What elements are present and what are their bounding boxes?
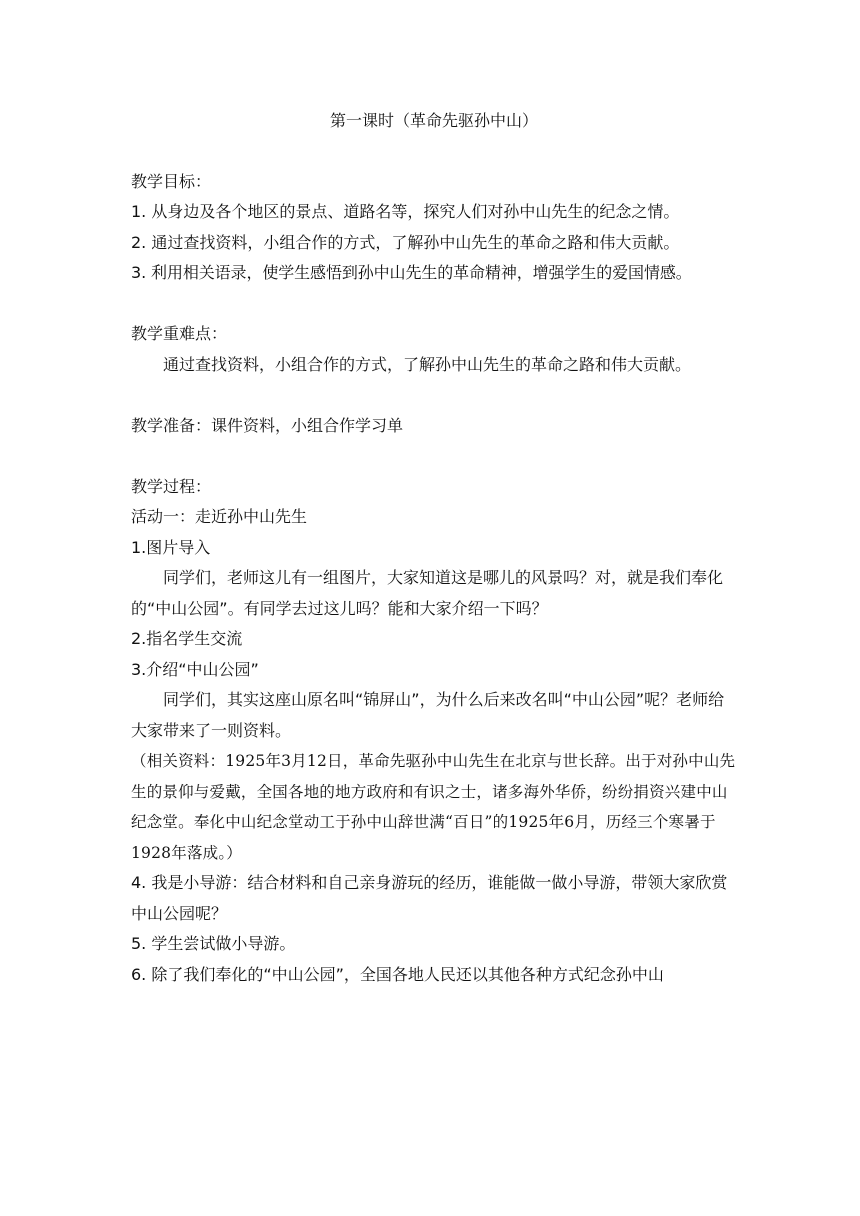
- process-heading: 教学过程：: [131, 476, 212, 496]
- reference-material: （相关资料：1925年3月12日，革命先驱孙中山先生在北京与世长辞。出于对孙中山先生的景仰与爱戴，全国各地的地方政府和有识之士，诸多海外华侨，纷纷捐资兴建中山纪念堂。奉化中山纪念堂动工于孙中山辞世满“百日”的1925年6月，历经三个寒暑于1928年落成。）: [131, 752, 736, 862]
- step-3-text: 同学们，其实这座山原名叫“锦屏山”，为什么后来改名叫“中山公园”呢？老师给大家带来了一则资料。: [131, 690, 725, 740]
- spacer: [131, 441, 737, 472]
- activity-one-heading: 活动一：走近孙中山先生: [131, 507, 308, 526]
- document-body: [131, 106, 737, 990]
- page-title: 第一课时（革命先驱孙中山）: [329, 111, 538, 130]
- step-6-text: 6. 除了我们奉化的“中山公园”，全国各地人民还以其他各种方式纪念孙中山: [131, 964, 664, 984]
- step-1-heading: 1.图片导入: [131, 537, 211, 557]
- objective-item-1: 1. 从身边及各个地区的景点、道路名等，探究人们对孙中山先生的纪念之情。: [131, 202, 680, 221]
- objectives-heading: 教学目标：: [131, 171, 212, 191]
- step-1-text: 同学们，老师这儿有一组图片，大家知道这是哪儿的风景吗？对，就是我们奉化的“中山公园”。有同学去过这儿吗？能和大家介绍一下吗？: [131, 568, 724, 618]
- step-5-text: 5. 学生尝试做小导游。: [131, 934, 296, 953]
- step-4-text: 4. 我是小导游：结合材料和自己亲身游玩的经历，谁能做一做小导游，带领大家欣赏中山公园呢？: [131, 873, 728, 923]
- spacer: [131, 289, 737, 320]
- key-points-heading: 教学重难点：: [131, 324, 228, 343]
- objective-item-2: 2. 通过查找资料，小组合作的方式，了解孙中山先生的革命之路和伟大贡献。: [131, 232, 680, 252]
- spacer: [131, 380, 737, 411]
- objective-item-3: 3. 利用相关语录，使学生感悟到孙中山先生的革命精神，增强学生的爱国情感。: [131, 263, 692, 282]
- preparation-text: 教学准备：课件资料，小组合作学习单: [131, 415, 404, 435]
- key-points-text: 通过查找资料，小组合作的方式，了解孙中山先生的革命之路和伟大贡献。: [163, 354, 692, 374]
- step-3-heading: 3.介绍“中山公园”: [131, 659, 259, 679]
- step-2-heading: 2.指名学生交流: [131, 629, 243, 648]
